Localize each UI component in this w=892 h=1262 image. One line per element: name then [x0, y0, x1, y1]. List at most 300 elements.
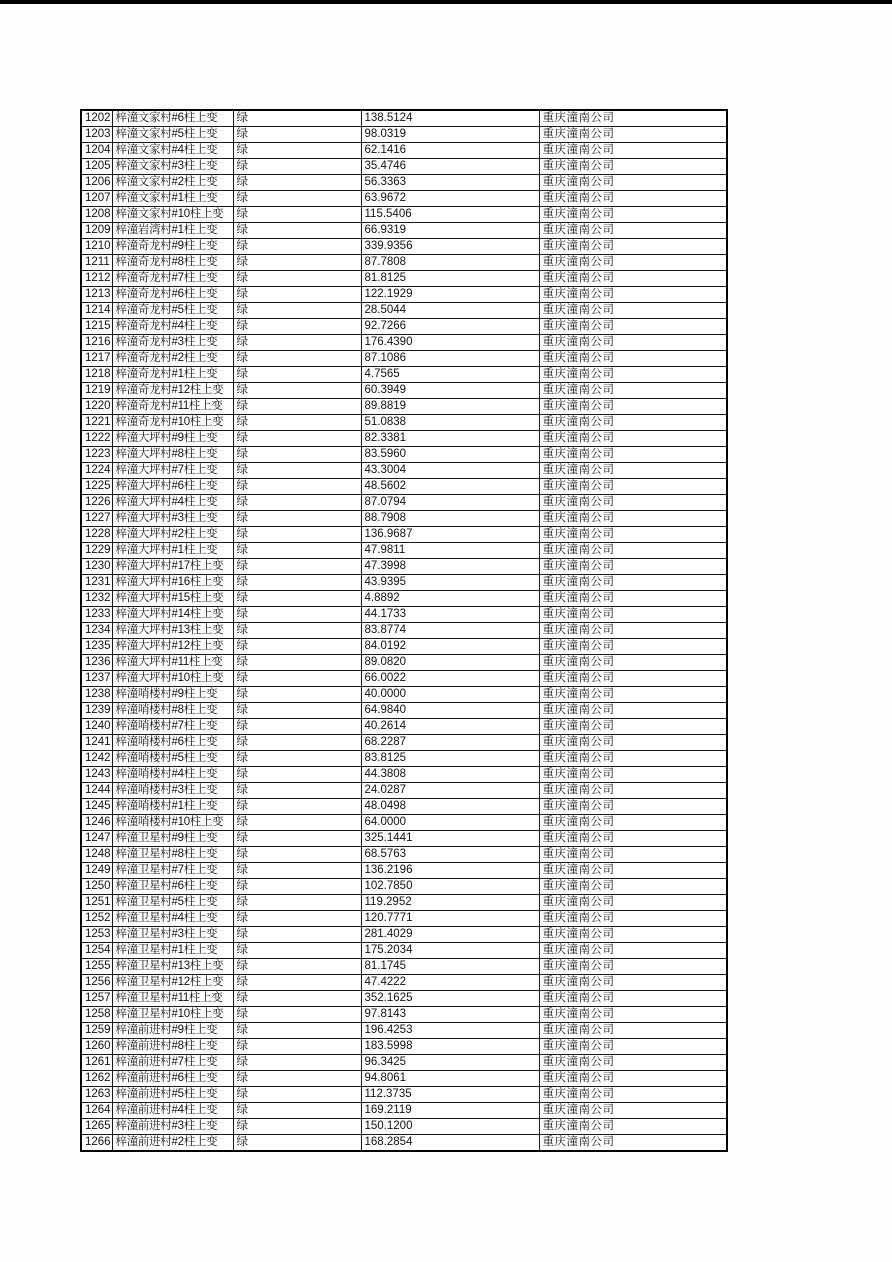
- row-id-cell: 1265: [81, 1119, 112, 1135]
- row-company-cell: 重庆潼南公司: [539, 399, 727, 415]
- table-row: [81, 895, 727, 911]
- table-row: [81, 1039, 727, 1055]
- row-id-cell: 1223: [81, 447, 112, 463]
- row-value-cell: 24.0287: [361, 783, 539, 799]
- row-status-cell: 绿: [233, 479, 361, 495]
- table-row: [81, 719, 727, 735]
- row-status-cell: 绿: [233, 1103, 361, 1119]
- data-table: [80, 109, 728, 1152]
- row-id-cell: 1243: [81, 767, 112, 783]
- table-row: [81, 207, 727, 223]
- table-row: [81, 239, 727, 255]
- row-name-cell: 梓潼大坪村#3柱上变: [112, 511, 233, 527]
- row-id-cell: 1225: [81, 479, 112, 495]
- row-id-cell: 1202: [81, 110, 112, 127]
- row-status-cell: 绿: [233, 543, 361, 559]
- row-name-cell: 梓潼奇龙村#1柱上变: [112, 367, 233, 383]
- row-status-cell: 绿: [233, 1135, 361, 1152]
- row-status-cell: 绿: [233, 607, 361, 623]
- table-row: [81, 847, 727, 863]
- row-value-cell: 196.4253: [361, 1023, 539, 1039]
- row-name-cell: 梓潼奇龙村#10柱上变: [112, 415, 233, 431]
- row-name-cell: 梓潼文家村#3柱上变: [112, 159, 233, 175]
- table-row: [81, 575, 727, 591]
- table-row: [81, 431, 727, 447]
- row-status-cell: 绿: [233, 319, 361, 335]
- table-row: [81, 1119, 727, 1135]
- table-row: [81, 1055, 727, 1071]
- row-value-cell: 87.1086: [361, 351, 539, 367]
- row-value-cell: 51.0838: [361, 415, 539, 431]
- row-value-cell: 94.8061: [361, 1071, 539, 1087]
- row-name-cell: 梓潼卫星村#12柱上变: [112, 975, 233, 991]
- table-row: [81, 175, 727, 191]
- row-company-cell: 重庆潼南公司: [539, 463, 727, 479]
- table-row: [81, 271, 727, 287]
- row-value-cell: 4.7565: [361, 367, 539, 383]
- row-name-cell: 梓潼文家村#2柱上变: [112, 175, 233, 191]
- row-value-cell: 87.7808: [361, 255, 539, 271]
- row-status-cell: 绿: [233, 687, 361, 703]
- row-name-cell: 梓潼卫星村#8柱上变: [112, 847, 233, 863]
- row-status-cell: 绿: [233, 943, 361, 959]
- table-row: [81, 143, 727, 159]
- row-value-cell: 115.5406: [361, 207, 539, 223]
- row-value-cell: 89.8819: [361, 399, 539, 415]
- row-company-cell: 重庆潼南公司: [539, 767, 727, 783]
- row-name-cell: 梓潼前进村#8柱上变: [112, 1039, 233, 1055]
- row-name-cell: 梓潼哨楼村#4柱上变: [112, 767, 233, 783]
- row-name-cell: 梓潼前进村#6柱上变: [112, 1071, 233, 1087]
- table-row: [81, 511, 727, 527]
- row-name-cell: 梓潼卫星村#11柱上变: [112, 991, 233, 1007]
- row-status-cell: 绿: [233, 159, 361, 175]
- row-status-cell: 绿: [233, 431, 361, 447]
- row-value-cell: 40.0000: [361, 687, 539, 703]
- table-row: [81, 383, 727, 399]
- row-company-cell: 重庆潼南公司: [539, 559, 727, 575]
- row-value-cell: 96.3425: [361, 1055, 539, 1071]
- table-row: [81, 671, 727, 687]
- row-company-cell: 重庆潼南公司: [539, 991, 727, 1007]
- row-company-cell: 重庆潼南公司: [539, 927, 727, 943]
- row-name-cell: 梓潼岩湾村#1柱上变: [112, 223, 233, 239]
- table-row: [81, 159, 727, 175]
- row-id-cell: 1228: [81, 527, 112, 543]
- row-status-cell: 绿: [233, 447, 361, 463]
- row-name-cell: 梓潼哨楼村#1柱上变: [112, 799, 233, 815]
- row-status-cell: 绿: [233, 767, 361, 783]
- row-value-cell: 47.9811: [361, 543, 539, 559]
- row-name-cell: 梓潼文家村#1柱上变: [112, 191, 233, 207]
- table-row: [81, 959, 727, 975]
- row-value-cell: 68.5763: [361, 847, 539, 863]
- row-company-cell: 重庆潼南公司: [539, 783, 727, 799]
- row-id-cell: 1221: [81, 415, 112, 431]
- row-name-cell: 梓潼大坪村#16柱上变: [112, 575, 233, 591]
- row-id-cell: 1206: [81, 175, 112, 191]
- row-value-cell: 48.0498: [361, 799, 539, 815]
- row-status-cell: 绿: [233, 127, 361, 143]
- row-name-cell: 梓潼大坪村#14柱上变: [112, 607, 233, 623]
- row-status-cell: 绿: [233, 895, 361, 911]
- row-name-cell: 梓潼大坪村#13柱上变: [112, 623, 233, 639]
- row-id-cell: 1245: [81, 799, 112, 815]
- table-row: [81, 687, 727, 703]
- row-id-cell: 1247: [81, 831, 112, 847]
- row-id-cell: 1240: [81, 719, 112, 735]
- row-company-cell: 重庆潼南公司: [539, 959, 727, 975]
- row-status-cell: 绿: [233, 191, 361, 207]
- row-status-cell: 绿: [233, 591, 361, 607]
- row-name-cell: 梓潼大坪村#4柱上变: [112, 495, 233, 511]
- row-name-cell: 梓潼奇龙村#5柱上变: [112, 303, 233, 319]
- row-value-cell: 339.9356: [361, 239, 539, 255]
- row-value-cell: 83.5960: [361, 447, 539, 463]
- row-name-cell: 梓潼奇龙村#2柱上变: [112, 351, 233, 367]
- table-row: [81, 1071, 727, 1087]
- row-id-cell: 1250: [81, 879, 112, 895]
- row-status-cell: 绿: [233, 559, 361, 575]
- table-row: [81, 863, 727, 879]
- row-id-cell: 1214: [81, 303, 112, 319]
- row-name-cell: 梓潼前进村#2柱上变: [112, 1135, 233, 1152]
- table-row: [81, 975, 727, 991]
- row-id-cell: 1266: [81, 1135, 112, 1152]
- row-value-cell: 4.8892: [361, 591, 539, 607]
- row-status-cell: 绿: [233, 351, 361, 367]
- row-id-cell: 1234: [81, 623, 112, 639]
- table-row: [81, 110, 727, 127]
- row-status-cell: 绿: [233, 1039, 361, 1055]
- row-status-cell: 绿: [233, 415, 361, 431]
- row-status-cell: 绿: [233, 639, 361, 655]
- row-company-cell: 重庆潼南公司: [539, 1103, 727, 1119]
- row-status-cell: 绿: [233, 1007, 361, 1023]
- top-border-bar: [0, 0, 892, 4]
- row-status-cell: 绿: [233, 383, 361, 399]
- row-value-cell: 87.0794: [361, 495, 539, 511]
- row-id-cell: 1239: [81, 703, 112, 719]
- row-status-cell: 绿: [233, 735, 361, 751]
- table-row: [81, 735, 727, 751]
- row-name-cell: 梓潼奇龙村#12柱上变: [112, 383, 233, 399]
- row-name-cell: 梓潼前进村#9柱上变: [112, 1023, 233, 1039]
- row-value-cell: 176.4390: [361, 335, 539, 351]
- row-company-cell: 重庆潼南公司: [539, 1023, 727, 1039]
- row-name-cell: 梓潼前进村#4柱上变: [112, 1103, 233, 1119]
- row-company-cell: 重庆潼南公司: [539, 447, 727, 463]
- row-status-cell: 绿: [233, 367, 361, 383]
- row-company-cell: 重庆潼南公司: [539, 1039, 727, 1055]
- row-company-cell: 重庆潼南公司: [539, 479, 727, 495]
- row-status-cell: 绿: [233, 207, 361, 223]
- row-id-cell: 1263: [81, 1087, 112, 1103]
- row-name-cell: 梓潼大坪村#9柱上变: [112, 431, 233, 447]
- row-value-cell: 64.9840: [361, 703, 539, 719]
- row-company-cell: 重庆潼南公司: [539, 271, 727, 287]
- row-status-cell: 绿: [233, 847, 361, 863]
- row-company-cell: 重庆潼南公司: [539, 1007, 727, 1023]
- table-row: [81, 463, 727, 479]
- row-value-cell: 92.7266: [361, 319, 539, 335]
- row-name-cell: 梓潼哨楼村#6柱上变: [112, 735, 233, 751]
- row-status-cell: 绿: [233, 863, 361, 879]
- table-row: [81, 943, 727, 959]
- row-id-cell: 1252: [81, 911, 112, 927]
- row-name-cell: 梓潼卫星村#4柱上变: [112, 911, 233, 927]
- table-row: [81, 335, 727, 351]
- row-company-cell: 重庆潼南公司: [539, 351, 727, 367]
- table-row: [81, 287, 727, 303]
- table-row: [81, 815, 727, 831]
- row-name-cell: 梓潼前进村#7柱上变: [112, 1055, 233, 1071]
- row-value-cell: 136.2196: [361, 863, 539, 879]
- table-row: [81, 703, 727, 719]
- row-status-cell: 绿: [233, 143, 361, 159]
- table-row: [81, 399, 727, 415]
- row-value-cell: 68.2287: [361, 735, 539, 751]
- row-id-cell: 1230: [81, 559, 112, 575]
- table-row: [81, 623, 727, 639]
- row-name-cell: 梓潼大坪村#2柱上变: [112, 527, 233, 543]
- row-company-cell: 重庆潼南公司: [539, 687, 727, 703]
- row-id-cell: 1246: [81, 815, 112, 831]
- row-status-cell: 绿: [233, 815, 361, 831]
- row-company-cell: 重庆潼南公司: [539, 287, 727, 303]
- row-company-cell: 重庆潼南公司: [539, 110, 727, 127]
- row-id-cell: 1222: [81, 431, 112, 447]
- table-row: [81, 367, 727, 383]
- row-company-cell: 重庆潼南公司: [539, 383, 727, 399]
- table-row: [81, 607, 727, 623]
- row-company-cell: 重庆潼南公司: [539, 847, 727, 863]
- row-company-cell: 重庆潼南公司: [539, 511, 727, 527]
- row-name-cell: 梓潼哨楼村#9柱上变: [112, 687, 233, 703]
- table-row: [81, 495, 727, 511]
- table-row: [81, 751, 727, 767]
- row-name-cell: 梓潼哨楼村#3柱上变: [112, 783, 233, 799]
- row-company-cell: 重庆潼南公司: [539, 319, 727, 335]
- row-company-cell: 重庆潼南公司: [539, 975, 727, 991]
- table-row: [81, 255, 727, 271]
- row-id-cell: 1203: [81, 127, 112, 143]
- table-row: [81, 223, 727, 239]
- row-id-cell: 1215: [81, 319, 112, 335]
- row-value-cell: 325.1441: [361, 831, 539, 847]
- row-status-cell: 绿: [233, 1055, 361, 1071]
- row-value-cell: 138.5124: [361, 110, 539, 127]
- row-value-cell: 84.0192: [361, 639, 539, 655]
- row-name-cell: 梓潼哨楼村#7柱上变: [112, 719, 233, 735]
- table-row: [81, 591, 727, 607]
- row-id-cell: 1244: [81, 783, 112, 799]
- table-row: [81, 447, 727, 463]
- row-id-cell: 1242: [81, 751, 112, 767]
- row-value-cell: 89.0820: [361, 655, 539, 671]
- row-status-cell: 绿: [233, 1023, 361, 1039]
- row-name-cell: 梓潼前进村#5柱上变: [112, 1087, 233, 1103]
- table-row: [81, 127, 727, 143]
- row-status-cell: 绿: [233, 575, 361, 591]
- row-id-cell: 1216: [81, 335, 112, 351]
- row-value-cell: 169.2119: [361, 1103, 539, 1119]
- row-company-cell: 重庆潼南公司: [539, 367, 727, 383]
- row-company-cell: 重庆潼南公司: [539, 431, 727, 447]
- row-name-cell: 梓潼文家村#5柱上变: [112, 127, 233, 143]
- row-name-cell: 梓潼卫星村#7柱上变: [112, 863, 233, 879]
- table-row: [81, 911, 727, 927]
- row-status-cell: 绿: [233, 303, 361, 319]
- row-company-cell: 重庆潼南公司: [539, 879, 727, 895]
- row-status-cell: 绿: [233, 399, 361, 415]
- row-company-cell: 重庆潼南公司: [539, 575, 727, 591]
- table-row: [81, 191, 727, 207]
- row-name-cell: 梓潼大坪村#12柱上变: [112, 639, 233, 655]
- row-company-cell: 重庆潼南公司: [539, 143, 727, 159]
- table-row: [81, 927, 727, 943]
- row-name-cell: 梓潼大坪村#1柱上变: [112, 543, 233, 559]
- row-status-cell: 绿: [233, 879, 361, 895]
- row-company-cell: 重庆潼南公司: [539, 799, 727, 815]
- row-company-cell: 重庆潼南公司: [539, 415, 727, 431]
- row-company-cell: 重庆潼南公司: [539, 591, 727, 607]
- row-status-cell: 绿: [233, 463, 361, 479]
- row-id-cell: 1235: [81, 639, 112, 655]
- table-row: [81, 1087, 727, 1103]
- row-id-cell: 1237: [81, 671, 112, 687]
- row-company-cell: 重庆潼南公司: [539, 623, 727, 639]
- table-row: [81, 831, 727, 847]
- table-row: [81, 767, 727, 783]
- row-id-cell: 1210: [81, 239, 112, 255]
- row-value-cell: 66.0022: [361, 671, 539, 687]
- table-row: [81, 527, 727, 543]
- row-company-cell: 重庆潼南公司: [539, 207, 727, 223]
- table-row: [81, 655, 727, 671]
- row-id-cell: 1238: [81, 687, 112, 703]
- row-company-cell: 重庆潼南公司: [539, 895, 727, 911]
- row-company-cell: 重庆潼南公司: [539, 239, 727, 255]
- row-id-cell: 1205: [81, 159, 112, 175]
- row-company-cell: 重庆潼南公司: [539, 255, 727, 271]
- row-name-cell: 梓潼奇龙村#9柱上变: [112, 239, 233, 255]
- row-value-cell: 183.5998: [361, 1039, 539, 1055]
- row-status-cell: 绿: [233, 511, 361, 527]
- table-row: [81, 1023, 727, 1039]
- row-company-cell: 重庆潼南公司: [539, 943, 727, 959]
- row-name-cell: 梓潼哨楼村#5柱上变: [112, 751, 233, 767]
- row-company-cell: 重庆潼南公司: [539, 751, 727, 767]
- row-value-cell: 44.3808: [361, 767, 539, 783]
- row-name-cell: 梓潼奇龙村#6柱上变: [112, 287, 233, 303]
- row-company-cell: 重庆潼南公司: [539, 1087, 727, 1103]
- table-row: [81, 783, 727, 799]
- row-name-cell: 梓潼奇龙村#4柱上变: [112, 319, 233, 335]
- row-status-cell: 绿: [233, 799, 361, 815]
- row-company-cell: 重庆潼南公司: [539, 703, 727, 719]
- row-status-cell: 绿: [233, 623, 361, 639]
- row-status-cell: 绿: [233, 495, 361, 511]
- row-company-cell: 重庆潼南公司: [539, 223, 727, 239]
- row-company-cell: 重庆潼南公司: [539, 175, 727, 191]
- row-value-cell: 60.3949: [361, 383, 539, 399]
- row-name-cell: 梓潼大坪村#8柱上变: [112, 447, 233, 463]
- row-id-cell: 1249: [81, 863, 112, 879]
- table-row: [81, 991, 727, 1007]
- row-name-cell: 梓潼卫星村#10柱上变: [112, 1007, 233, 1023]
- row-company-cell: 重庆潼南公司: [539, 815, 727, 831]
- row-value-cell: 102.7850: [361, 879, 539, 895]
- row-value-cell: 168.2854: [361, 1135, 539, 1152]
- row-company-cell: 重庆潼南公司: [539, 127, 727, 143]
- row-name-cell: 梓潼奇龙村#8柱上变: [112, 255, 233, 271]
- row-value-cell: 81.8125: [361, 271, 539, 287]
- row-status-cell: 绿: [233, 703, 361, 719]
- row-name-cell: 梓潼奇龙村#11柱上变: [112, 399, 233, 415]
- row-status-cell: 绿: [233, 1087, 361, 1103]
- row-value-cell: 119.2952: [361, 895, 539, 911]
- row-name-cell: 梓潼大坪村#11柱上变: [112, 655, 233, 671]
- row-name-cell: 梓潼前进村#3柱上变: [112, 1119, 233, 1135]
- row-status-cell: 绿: [233, 1071, 361, 1087]
- row-status-cell: 绿: [233, 287, 361, 303]
- row-value-cell: 28.5044: [361, 303, 539, 319]
- row-id-cell: 1256: [81, 975, 112, 991]
- row-value-cell: 120.7771: [361, 911, 539, 927]
- row-status-cell: 绿: [233, 255, 361, 271]
- row-id-cell: 1204: [81, 143, 112, 159]
- row-company-cell: 重庆潼南公司: [539, 911, 727, 927]
- row-status-cell: 绿: [233, 1119, 361, 1135]
- row-company-cell: 重庆潼南公司: [539, 335, 727, 351]
- row-value-cell: 281.4029: [361, 927, 539, 943]
- table-row: [81, 319, 727, 335]
- table-row: [81, 1135, 727, 1152]
- row-value-cell: 43.3004: [361, 463, 539, 479]
- table-row: [81, 799, 727, 815]
- row-status-cell: 绿: [233, 335, 361, 351]
- row-status-cell: 绿: [233, 110, 361, 127]
- row-name-cell: 梓潼大坪村#17柱上变: [112, 559, 233, 575]
- row-status-cell: 绿: [233, 959, 361, 975]
- row-id-cell: 1229: [81, 543, 112, 559]
- row-value-cell: 48.5602: [361, 479, 539, 495]
- table-row: [81, 415, 727, 431]
- row-value-cell: 63.9672: [361, 191, 539, 207]
- row-status-cell: 绿: [233, 927, 361, 943]
- row-id-cell: 1262: [81, 1071, 112, 1087]
- row-company-cell: 重庆潼南公司: [539, 527, 727, 543]
- row-id-cell: 1261: [81, 1055, 112, 1071]
- row-id-cell: 1236: [81, 655, 112, 671]
- row-name-cell: 梓潼文家村#6柱上变: [112, 110, 233, 127]
- row-company-cell: 重庆潼南公司: [539, 495, 727, 511]
- row-value-cell: 82.3381: [361, 431, 539, 447]
- row-name-cell: 梓潼奇龙村#3柱上变: [112, 335, 233, 351]
- row-id-cell: 1209: [81, 223, 112, 239]
- row-status-cell: 绿: [233, 719, 361, 735]
- row-id-cell: 1231: [81, 575, 112, 591]
- row-name-cell: 梓潼卫星村#3柱上变: [112, 927, 233, 943]
- row-status-cell: 绿: [233, 655, 361, 671]
- row-status-cell: 绿: [233, 911, 361, 927]
- row-id-cell: 1217: [81, 351, 112, 367]
- row-value-cell: 122.1929: [361, 287, 539, 303]
- row-id-cell: 1219: [81, 383, 112, 399]
- table-row: [81, 1103, 727, 1119]
- row-status-cell: 绿: [233, 239, 361, 255]
